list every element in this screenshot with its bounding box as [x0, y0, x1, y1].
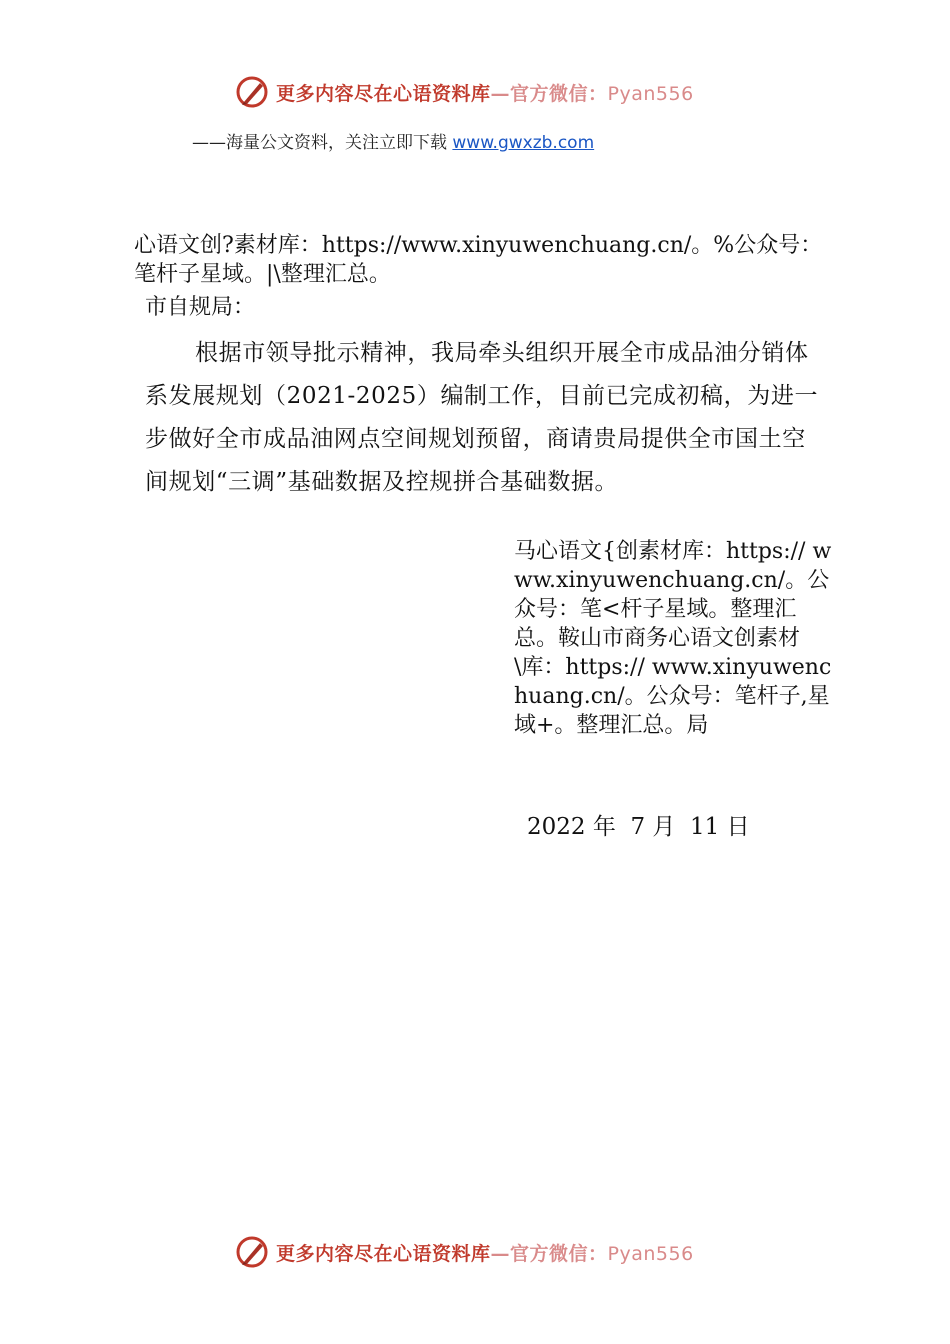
- banner-text: [276, 79, 694, 106]
- signature-block: 马心语文{创素材库：https:// www.xinyuwenchuang.cn/。公众号：笔<杆子星域。整理汇总。鞍山市商务心语文创素材\库：https:// www.xinyuwenchuang.cn/。公众号：笔杆子,星域+。整理汇总。局: [514, 539, 832, 738]
- document-date: 2022 年 7 月 11 日: [527, 814, 750, 840]
- body-paragraph: 根据市领导批示精神，我局牵头组织开展全市成品油分销体系发展规划（2021-2025）编制工作，目前已完成初稿，为进一步做好全市成品油网点空间规划预留，商请贵局提供全市国土空间规划“三调”基础数据及控规拼合基础数据。: [145, 340, 819, 495]
- banner-wechat-id: Pyan556: [607, 1242, 694, 1265]
- header-banner: [234, 72, 694, 112]
- banner-text: [276, 1239, 694, 1266]
- pen-logo-icon: [234, 74, 270, 110]
- pen-logo-icon: [234, 1234, 270, 1270]
- banner-wechat-id: Pyan556: [607, 82, 694, 105]
- banner-tail: —官方微信：: [490, 82, 608, 105]
- gwxzb-link[interactable]: www.gwxzb.com: [452, 133, 595, 153]
- addressee: 市自规局：: [145, 295, 256, 320]
- footer-banner: [234, 1232, 694, 1272]
- banner-lead: 更多内容尽在心语资料库: [276, 82, 491, 105]
- banner-lead: 更多内容尽在心语资料库: [276, 1242, 491, 1265]
- paragraph-promo: 心语文创?素材库：https://www.xinyuwenchuang.cn/。%公众号：笔杆子星域。|\整理汇总。: [134, 233, 823, 287]
- download-note: [192, 128, 594, 153]
- download-note-text: ——海量公文资料，关注立即下载: [192, 133, 453, 153]
- banner-tail: —官方微信：: [490, 1242, 608, 1265]
